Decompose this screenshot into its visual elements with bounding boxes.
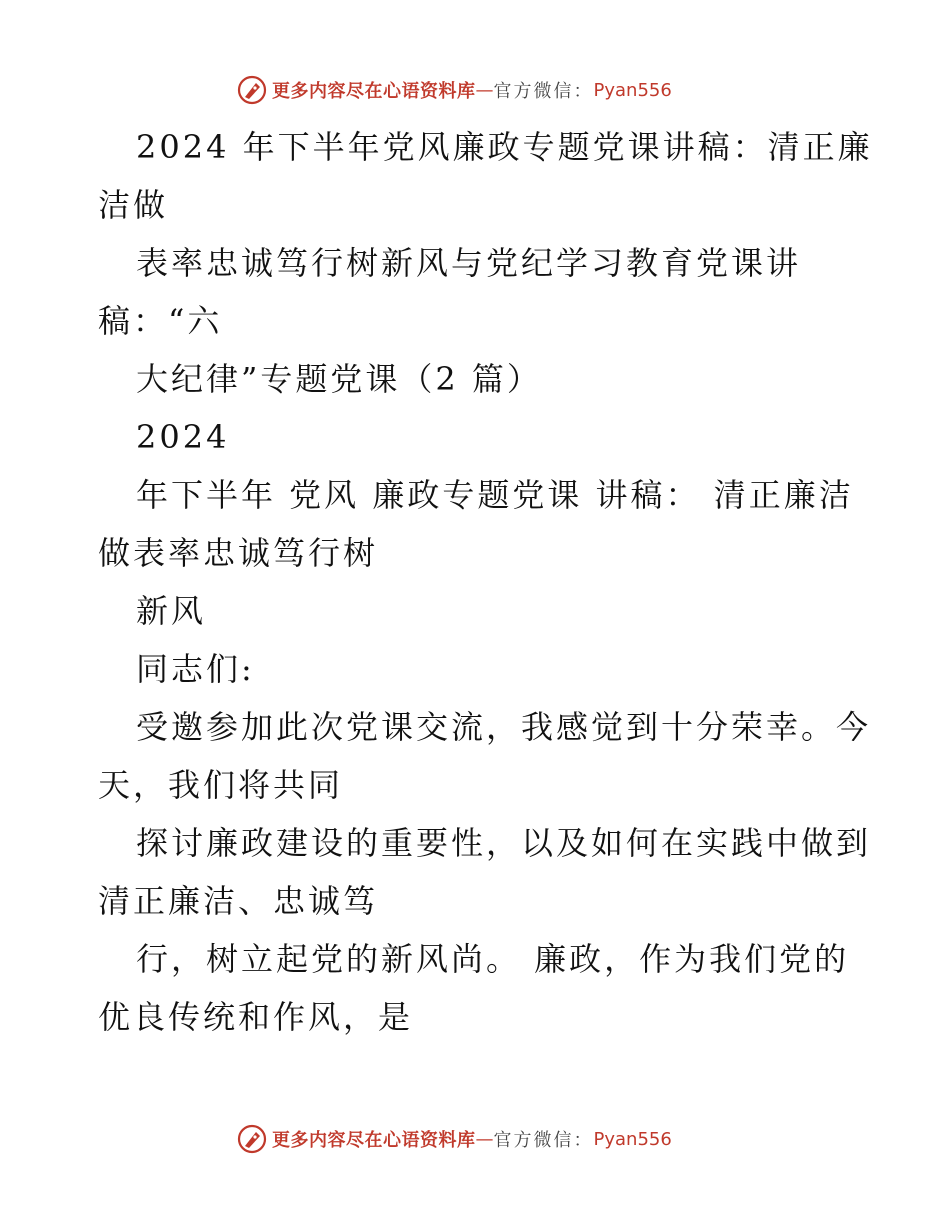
text-line: 2024 (136, 418, 230, 456)
text-line: 大纪律”专题党课（2 篇） (136, 360, 542, 398)
text-line: 受邀参加此次党课交流，我感觉到十分荣幸。今 (136, 708, 872, 746)
watermark-wechat-id: Pyan556 (593, 1128, 672, 1150)
text-line: 表率忠诚笃行树新风与党纪学习教育党课讲 (136, 244, 802, 282)
text-line: 行，树立起党的新风尚。 廉政，作为我们党的 (136, 940, 850, 978)
text-line: 2024 年下半年党风廉政专题党课讲稿：清正廉 (136, 128, 873, 166)
watermark-site-name: 更多内容尽在心语资料库 (272, 81, 476, 102)
watermark-wechat-id: Pyan556 (593, 79, 672, 101)
text-line: 年下半年 党风 廉政专题党课 讲稿： 清正廉洁 (136, 476, 854, 514)
text-line: 稿：“六 (98, 302, 223, 340)
watermark-site-name: 更多内容尽在心语资料库 (272, 1130, 476, 1151)
text-line: 探讨廉政建设的重要性，以及如何在实践中做到 (136, 824, 872, 862)
text-line: 天，我们将共同 (98, 766, 344, 804)
text-line: 洁做 (98, 186, 169, 224)
watermark-dash: — (475, 1128, 494, 1150)
text-line: 新风 (136, 592, 207, 630)
watermark-official-label: 官方微信： (493, 1130, 594, 1151)
watermark-official-label: 官方微信： (493, 81, 594, 102)
text-line: 做表率忠诚笃行树 (98, 534, 379, 572)
watermark-dash: — (475, 79, 494, 101)
text-line: 同志们: (136, 650, 255, 688)
text-line: 优良传统和作风，是 (98, 998, 414, 1036)
footer-watermark (236, 1122, 672, 1156)
pen-nib-logo-icon (236, 1123, 268, 1155)
text-line: 清正廉洁、忠诚笃 (98, 882, 379, 920)
